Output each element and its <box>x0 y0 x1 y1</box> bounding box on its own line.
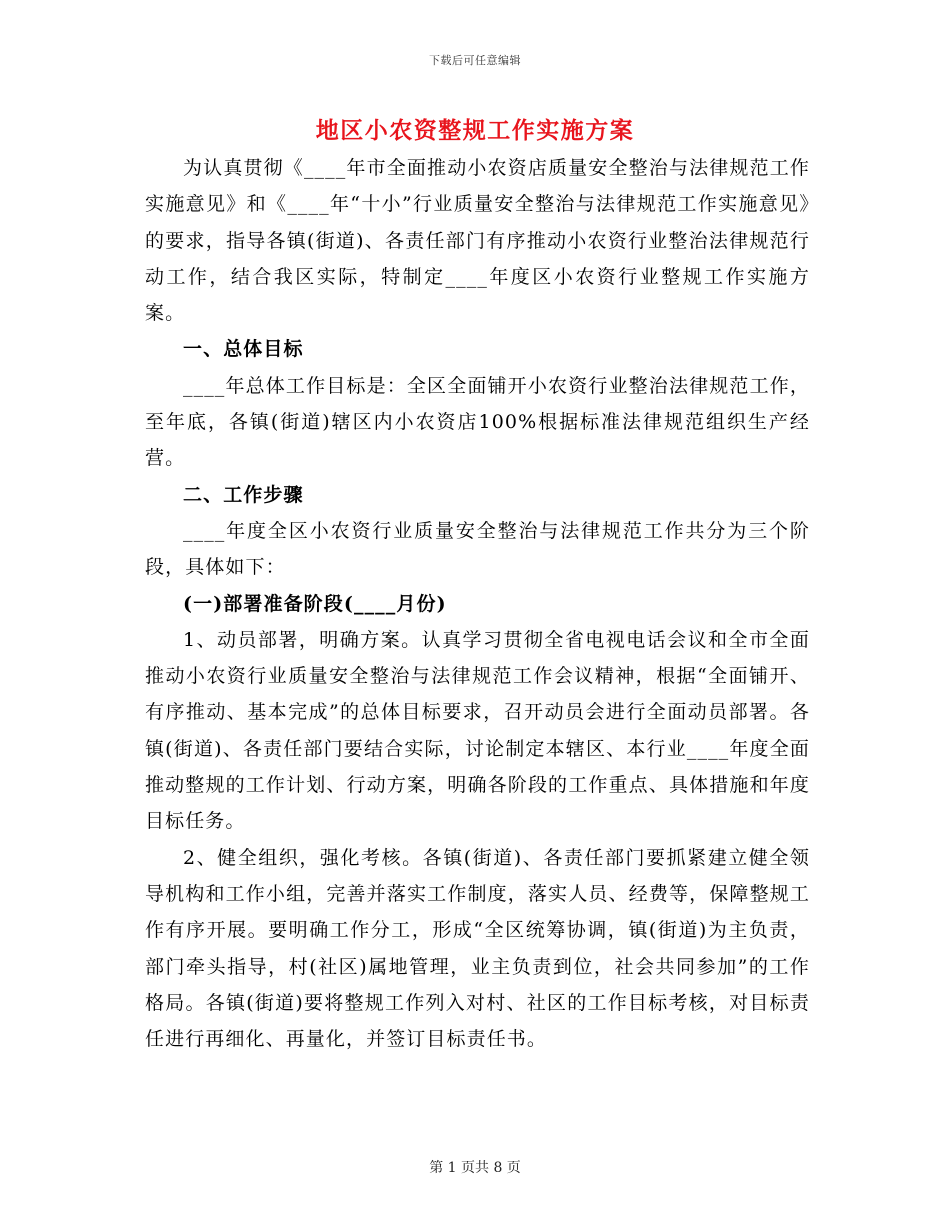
section-heading-work-steps: 二、工作步骤 <box>183 483 304 506</box>
intro-paragraph: 为认真贯彻《____年市全面推动小农资店质量安全整治与法律规范工作实施意见》和《____年“十小”行业质量安全整治与法律规范工作实施意见》的要求，指导各镇(街道)、各责任部门有序推动小农资行业整治法律规范行动工作，结合我区实际，特制定____年度区小农资行业整规工作实施方案。 <box>145 157 810 325</box>
subsection-heading-preparation-stage: (一)部署准备阶段(____月份) <box>183 592 447 615</box>
section-heading-overall-goal: 一、总体目标 <box>183 338 304 361</box>
item-1-paragraph: 1、动员部署，明确方案。认真学习贯彻全省电视电话会议和全市全面推动小农资行业质量安全整治与法律规范工作会议精神，根据“全面铺开、有序推动、基本完成”的总体目标要求，召开动员会进行全面动员部署。各镇(街道)、各责任部门要结合实际，讨论制定本辖区、本行业____年度全面推动整规的工作计划、行动方案，明确各阶段的工作重点、具体措施和年度目标任务。 <box>145 628 810 833</box>
work-steps-paragraph: ____年度全区小农资行业质量安全整治与法律规范工作共分为三个阶段，具体如下： <box>145 519 810 579</box>
document-body <box>145 150 810 1057</box>
header-note: 下载后可任意编辑 <box>429 54 521 67</box>
overall-goal-paragraph: ____年总体工作目标是：全区全面铺开小农资行业整治法律规范工作，至年底，各镇(街道)辖区内小农资店100%根据标准法律规范组织生产经营。 <box>145 374 810 470</box>
document-title: 地区小农资整规工作实施方案 <box>315 117 635 144</box>
page-number-footer: 第 1 页共 8 页 <box>429 1160 521 1176</box>
item-2-paragraph: 2、健全组织，强化考核。各镇(街道)、各责任部门要抓紧建立健全领导机构和工作小组，完善并落实工作制度，落实人员、经费等，保障整规工作有序开展。要明确工作分工，形成“全区统筹协调，镇(街道)为主负责，部门牵头指导，村(社区)属地管理，业主负责到位，社会共同参加”的工作格局。各镇(街道)要将整规工作列入对村、社区的工作目标考核，对目标责任进行再细化、再量化，并签订目标责任书。 <box>145 846 810 1051</box>
